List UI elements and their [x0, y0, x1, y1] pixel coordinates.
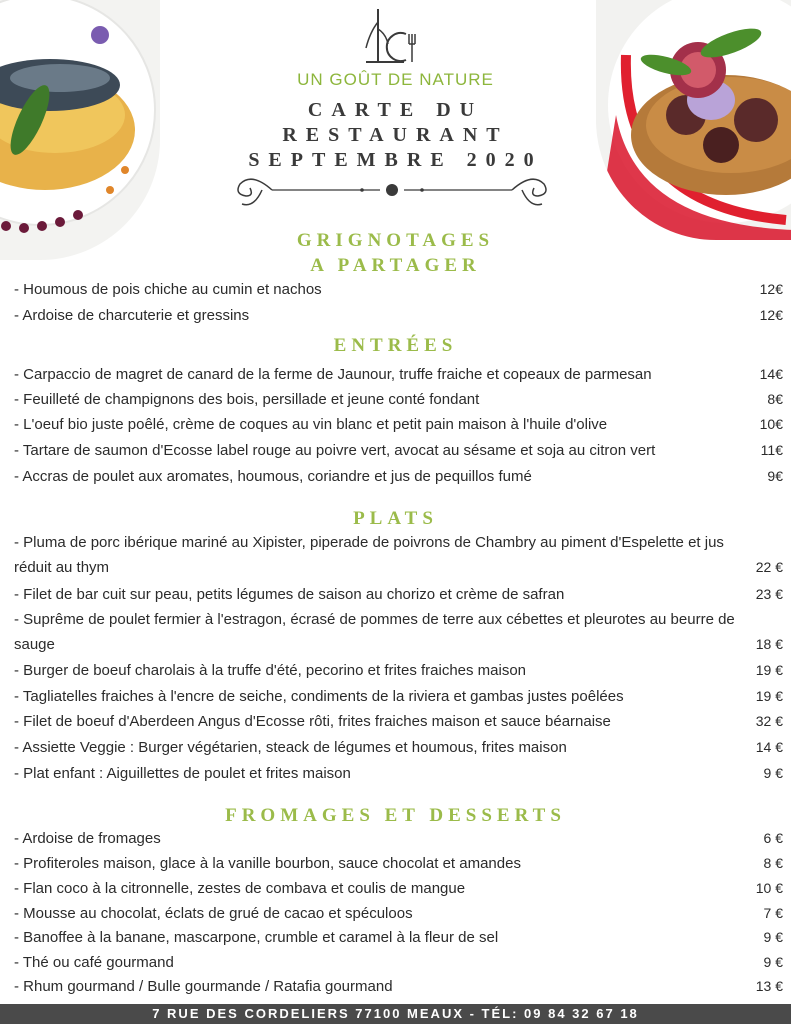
menu-item-price: 7 €: [763, 905, 783, 921]
menu-item: [14, 387, 783, 412]
menu-item-price: 14€: [759, 366, 783, 382]
menu-item-text: - Profiteroles maison, glace à la vanille bourbon, sauce chocolat et amandes: [14, 855, 521, 872]
section-title-grignotages: GRIGNOTAGES: [296, 230, 495, 251]
menu-item-text: - Ardoise de fromages: [14, 830, 161, 847]
menu-item-price: 9 €: [763, 954, 783, 970]
menu-item-price: 22 €: [755, 559, 783, 575]
menu-title-line-2: RESTAURANT: [282, 124, 509, 146]
menu-item-text: - Suprême de poulet fermier à l'estragon, écrasé de pommes de terre aux cébettes et pleurotes au beurre de sauge: [14, 611, 735, 653]
menu-item-text: - Plat enfant : Aiguillettes de poulet et frites maison: [14, 765, 351, 782]
menu-item-price: 12€: [759, 307, 783, 323]
menu-item-price: 10 €: [755, 880, 783, 896]
menu-item: [14, 876, 783, 901]
menu-item-price: 23 €: [755, 586, 783, 602]
menu-item-text: - Feuilleté de champignons des bois, persillade et jeune conté fondant: [14, 391, 480, 408]
flourish-divider-icon: [232, 172, 552, 212]
menu-item: [14, 950, 783, 975]
menu-item-price: 12€: [759, 281, 783, 297]
menu-item: [14, 530, 783, 580]
menu-item-price: 8 €: [763, 855, 783, 871]
restaurant-name: UN GOÛT DE NATURE: [297, 70, 494, 89]
menu-item: [14, 826, 783, 851]
menu-item-text: - Carpaccio de magret de canard de la ferme de Jaunour, truffe fraiche et copeaux de parmesan: [14, 366, 652, 383]
menu-item-text: - Ardoise de charcuterie et gressins: [14, 307, 250, 324]
leaf-fork-logo-icon: [356, 4, 436, 66]
restaurant-logo: [0, 4, 791, 66]
menu-item: [14, 412, 783, 437]
menu-item: [14, 684, 783, 709]
menu-item-text: - Tagliatelles fraiches à l'encre de seiche, condiments de la riviera et gambas justes poêlées: [14, 688, 624, 705]
menu-item-text: - Houmous de pois chiche au cumin et nachos: [14, 281, 322, 298]
menu-item-price: 9 €: [763, 929, 783, 945]
menu-item: [14, 658, 783, 683]
menu-item-text: - Flan coco à la citronnelle, zestes de combava et coulis de mangue: [14, 880, 466, 897]
menu-item-price: 10€: [759, 416, 783, 432]
menu-item: [14, 925, 783, 950]
section-title-entrees: ENTRÉES: [333, 335, 458, 356]
menu-item-text: - Mousse au chocolat, éclats de grué de cacao et spéculoos: [14, 905, 413, 922]
menu-item-price: 18 €: [755, 636, 783, 652]
menu-item: [14, 974, 783, 999]
menu-item: [14, 582, 783, 607]
menu-item-price: 9 €: [763, 765, 783, 781]
menu-item-text: - Assiette Veggie : Burger végétarien, steack de légumes et houmous, frites maison: [14, 739, 567, 756]
menu-item: [14, 901, 783, 926]
menu-item: [14, 362, 783, 387]
menu-item-text: - Banoffee à la banane, mascarpone, crumble et caramel à la fleur de sel: [14, 929, 499, 946]
menu-item: [14, 438, 783, 463]
menu-item-text: - Rhum gourmand / Bulle gourmande / Ratafia gourmand: [14, 978, 393, 995]
menu-item: [14, 761, 783, 786]
menu-item-text: - Accras de poulet aux aromates, houmous, coriandre et jus de pequillos fumé: [14, 468, 532, 485]
menu-title-line-3: SEPTEMBRE 2020: [248, 149, 543, 171]
menu-item: [14, 851, 783, 876]
section-title-plats: PLATS: [353, 508, 438, 529]
menu-item-price: 13 €: [755, 978, 783, 994]
menu-item-price: 8€: [767, 391, 783, 407]
menu-item-price: 6 €: [763, 830, 783, 846]
menu-item-price: 19 €: [755, 688, 783, 704]
menu-item-price: 9€: [767, 468, 783, 484]
menu-item-text: - Burger de boeuf charolais à la truffe d'été, pecorino et frites fraiches maison: [14, 662, 527, 679]
menu-item-price: 14 €: [755, 739, 783, 755]
menu-item-text: - Thé ou café gourmand: [14, 954, 174, 971]
menu-item-price: 11€: [760, 442, 783, 458]
section-title-a-partager: A PARTAGER: [310, 255, 481, 276]
menu-item: [14, 464, 783, 489]
menu-item-text: - Filet de boeuf d'Aberdeen Angus d'Ecosse rôti, frites fraiches maison et sauce béarnaise: [14, 713, 611, 730]
menu-title-line-1: CARTE DU: [307, 99, 484, 121]
menu-item-text: - Pluma de porc ibérique mariné au Xipister, piperade de poivrons de Chambry au piment d'Espelette et jus réduit au thym: [14, 534, 724, 576]
menu-item: [14, 303, 783, 328]
menu-item: [14, 277, 783, 302]
menu-item-text: - Tartare de saumon d'Ecosse label rouge au poivre vert, avocat au sésame et soja au citron vert: [14, 442, 656, 459]
menu-item-text: - Filet de bar cuit sur peau, petits légumes de saison au chorizo et crème de safran: [14, 586, 565, 603]
menu-item: [14, 607, 783, 657]
menu-item-price: 19 €: [755, 662, 783, 678]
menu-item-price: 32 €: [755, 713, 783, 729]
menu-item-text: - L'oeuf bio juste poêlé, crème de coques au vin blanc et petit pain maison à l'huile d'olive: [14, 416, 608, 433]
section-title-fromages-desserts: FROMAGES ET DESSERTS: [225, 805, 566, 826]
menu-item: [14, 709, 783, 734]
address-footer: 7 RUE DES CORDELIERS 77100 MEAUX - TÉL: 09 84 32 67 18: [0, 1004, 791, 1024]
menu-item: [14, 735, 783, 760]
